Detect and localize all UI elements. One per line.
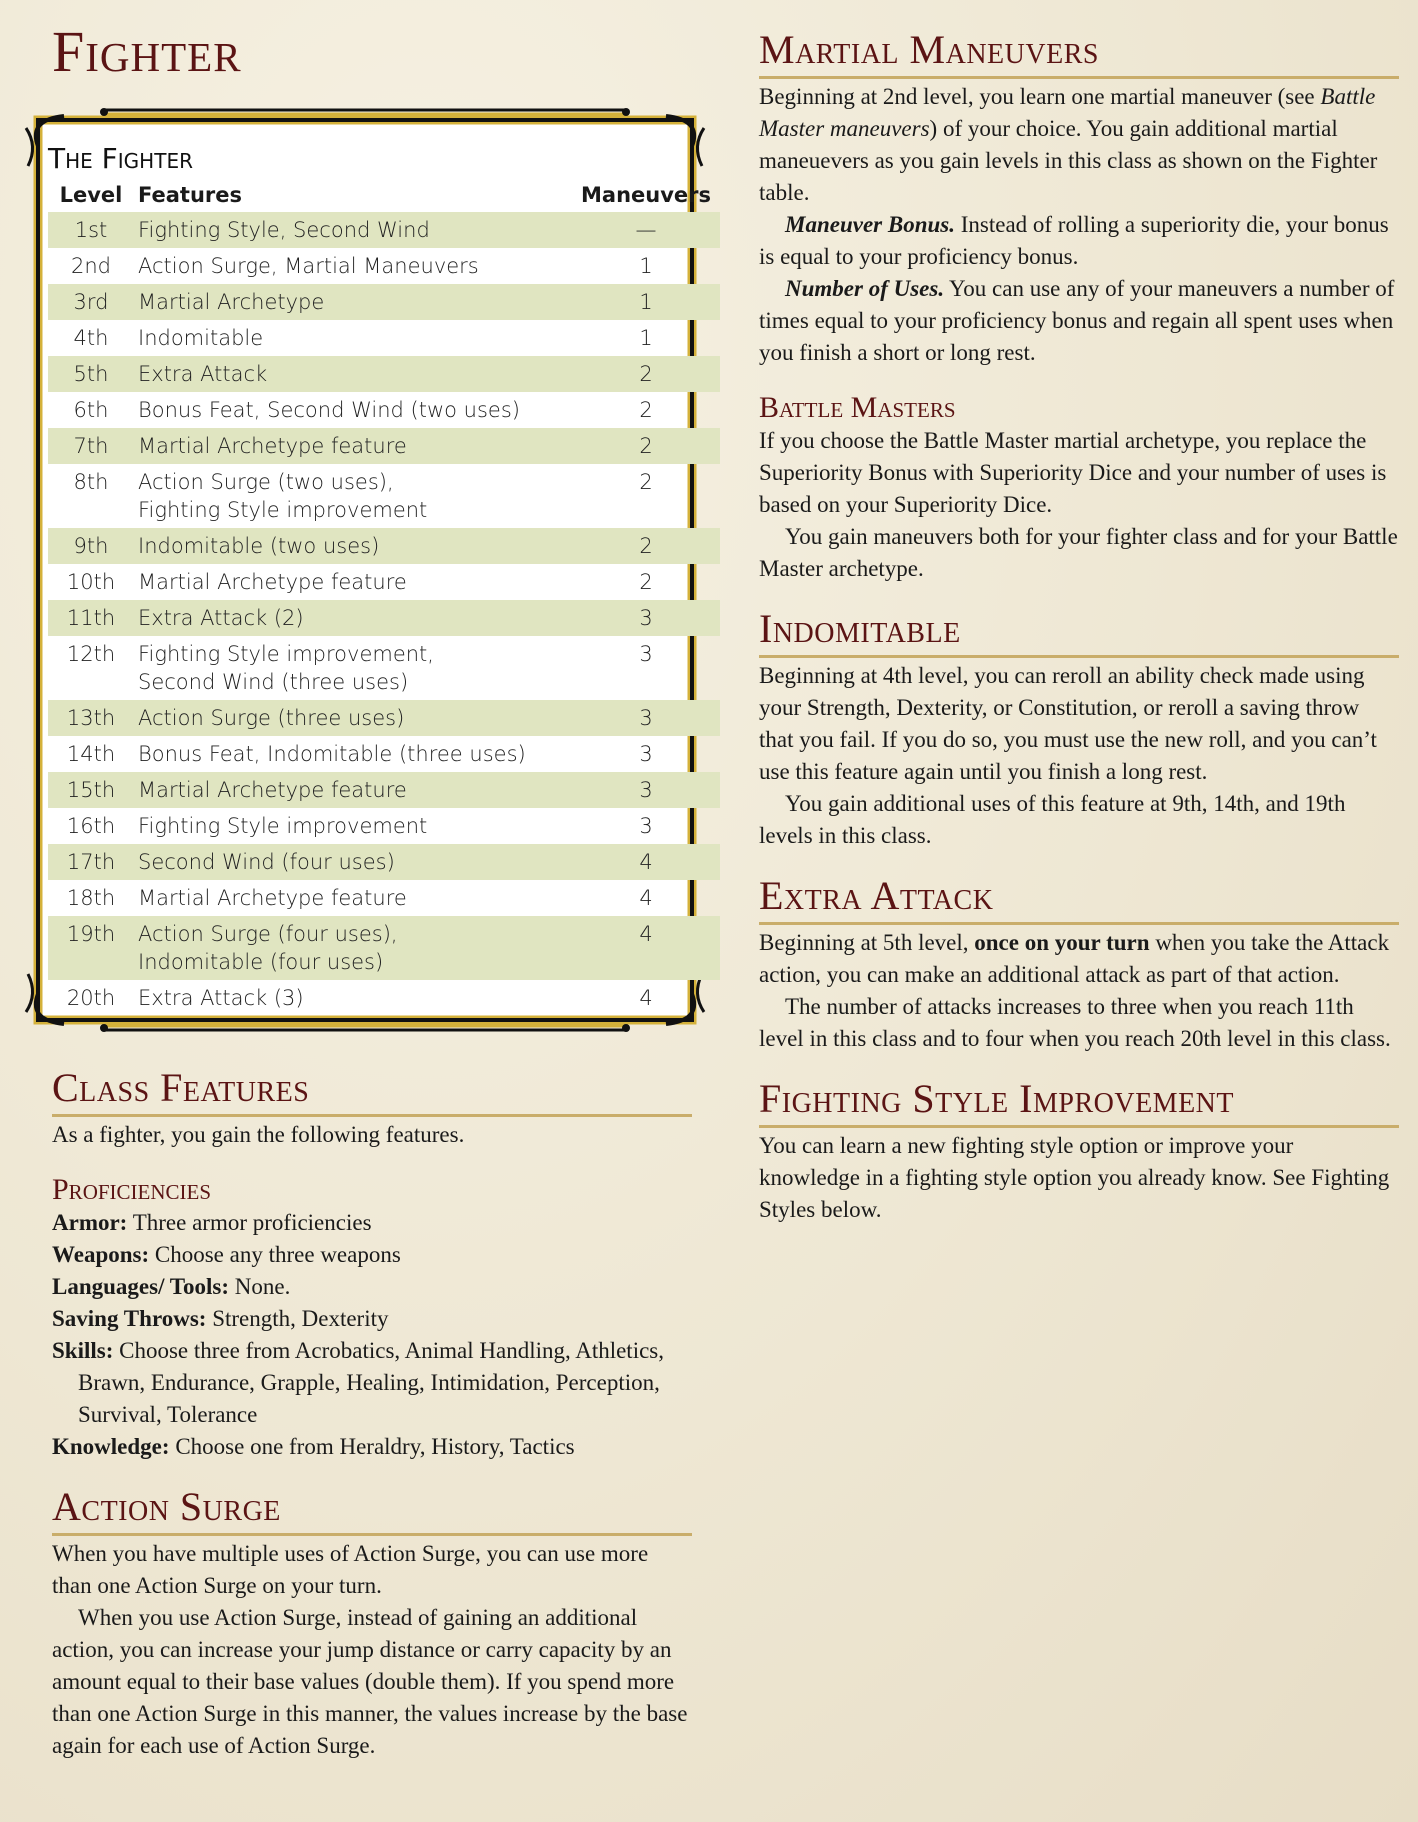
row-feature-line: Action Surge, Martial Maneuvers	[138, 254, 479, 278]
row-features	[134, 808, 572, 844]
prof-weapons-text: Choose any three weapons	[154, 1242, 401, 1267]
row-feature-line: Bonus Feat, Indomitable (three uses)	[138, 742, 526, 766]
header-maneuvers: Maneuvers	[581, 183, 711, 207]
header-level: Level	[59, 183, 123, 207]
row-features	[134, 212, 572, 248]
table-row	[48, 356, 720, 392]
row-features	[134, 980, 572, 1016]
table-row	[48, 528, 720, 564]
row-maneuvers: 2	[639, 398, 653, 422]
table-row	[48, 320, 720, 356]
row-maneuvers: 4	[639, 986, 653, 1010]
row-maneuvers: —	[572, 212, 720, 248]
row-feature-line: Second Wind (three uses)	[138, 670, 409, 694]
right-column	[759, 28, 1399, 1226]
table-row	[48, 844, 720, 880]
proficiencies-heading: Proficiencies	[52, 1173, 212, 1206]
row-feature-line: Indomitable	[138, 326, 264, 350]
prof-saving-throws	[52, 1303, 692, 1335]
row-features	[134, 916, 572, 980]
row-features	[134, 284, 572, 320]
table-row	[48, 808, 720, 844]
row-maneuvers: 3	[639, 814, 653, 838]
row-maneuvers: 3	[572, 700, 720, 736]
row-maneuvers: 4	[572, 844, 720, 880]
martial-maneuvers-heading: Martial Maneuvers	[759, 28, 1399, 79]
row-features	[134, 564, 572, 600]
row-level: 13th	[48, 700, 134, 736]
row-maneuvers: 2	[572, 428, 720, 464]
indomitable-heading: Indomitable	[759, 607, 1399, 658]
row-maneuvers: 1	[572, 284, 720, 320]
prof-skills	[52, 1335, 692, 1431]
action-surge-p1: When you have multiple uses of Action Surge, you can use more than one Action Surge on your turn.	[52, 1541, 649, 1598]
class-features-intro: As a fighter, you gain the following features.	[52, 1122, 465, 1147]
table-row	[48, 980, 720, 1016]
row-level: 17th	[48, 844, 134, 880]
action-surge-p2: When you use Action Surge, instead of gaining an additional action, you can increase your jump distance or carry capacity by an amount equal to their base values (double them). If you spend more than one Action Surge in this manner, the values increase by the base again for each use of Action Surge.	[52, 1605, 688, 1758]
table-row	[48, 564, 720, 600]
row-feature-line: Martial Archetype feature	[138, 778, 407, 802]
number-of-uses-label: Number of Uses.	[785, 276, 945, 301]
battle-masters-heading: Battle Masters	[759, 391, 956, 424]
row-maneuvers: 4	[639, 886, 653, 910]
maneuver-bonus-label: Maneuver Bonus.	[785, 212, 955, 237]
action-surge-heading: Action Surge	[52, 1485, 692, 1536]
row-features	[134, 844, 572, 880]
prof-saves-text: Strength, Dexterity	[212, 1306, 389, 1331]
row-feature-line: Fighting Style improvement	[138, 498, 428, 522]
row-level: 4th	[73, 326, 109, 350]
row-features	[134, 428, 572, 464]
ea-p1-a: Beginning at 5th level,	[759, 930, 975, 955]
extra-attack-p1	[759, 927, 1399, 991]
class-features-heading: Class Features	[52, 1066, 692, 1117]
table-row	[48, 212, 720, 248]
row-level: 5th	[48, 356, 134, 392]
row-level: 2nd	[70, 254, 111, 278]
ea-p1-b: when you take the Attack action, you can make an additional attack as part of that action.	[759, 930, 1390, 987]
row-features	[134, 392, 572, 428]
row-features	[134, 880, 572, 916]
page-title: Fighter	[52, 19, 242, 84]
row-features	[134, 636, 572, 700]
row-level: 19th	[48, 916, 134, 980]
class-table	[48, 136, 720, 1016]
table-row	[48, 880, 720, 916]
table-row	[48, 636, 720, 700]
table-row	[48, 600, 720, 636]
prof-languages-text: None.	[234, 1274, 291, 1299]
row-feature-line: Action Surge (three uses)	[138, 706, 405, 730]
ea-p1-bold: once on your turn	[974, 930, 1150, 955]
row-features	[134, 356, 572, 392]
row-features	[134, 464, 572, 528]
mm-p1-em: Battle Master maneuvers	[759, 84, 1376, 141]
row-feature-line: Second Wind (four uses)	[138, 850, 395, 874]
prof-armor	[52, 1207, 692, 1239]
table-row	[48, 736, 720, 772]
row-level: 18th	[66, 886, 116, 910]
row-maneuvers: 3	[572, 600, 720, 636]
row-feature-line: Bonus Feat, Second Wind (two uses)	[138, 398, 520, 422]
row-feature-line: Indomitable (two uses)	[138, 534, 380, 558]
extra-attack-heading: Extra Attack	[759, 874, 1399, 925]
prof-knowledge-text: Choose one from Heraldry, History, Tactics	[175, 1434, 575, 1459]
row-feature-line: Action Surge (two uses),	[138, 470, 394, 494]
row-feature-line: Martial Archetype	[138, 290, 325, 314]
row-features	[134, 772, 572, 808]
row-maneuvers: 2	[639, 570, 653, 594]
row-feature-line: Fighting Style improvement,	[138, 642, 434, 666]
row-level: 8th	[73, 470, 109, 494]
number-of-uses-paragraph	[759, 273, 1399, 369]
prof-armor-label: Armor:	[52, 1210, 128, 1235]
table-row	[48, 248, 720, 284]
row-level: 20th	[66, 986, 116, 1010]
table-row	[48, 772, 720, 808]
row-feature-line: Extra Attack (3)	[138, 986, 304, 1010]
prof-saves-label: Saving Throws:	[52, 1306, 207, 1331]
prof-armor-text: Three armor proficiencies	[132, 1210, 372, 1235]
row-feature-line: Martial Archetype feature	[138, 886, 407, 910]
row-level: 16th	[66, 814, 116, 838]
row-maneuvers: 1	[639, 254, 653, 278]
fighting-style-improvement-p1: You can learn a new fighting style option or improve your knowledge in a fighting style option you already know. See Fighting Styles below.	[759, 1133, 1390, 1222]
prof-weapons-label: Weapons:	[52, 1242, 150, 1267]
prof-languages	[52, 1271, 692, 1303]
row-feature-line: Extra Attack (2)	[138, 606, 304, 630]
maneuver-bonus-text: Instead of rolling a superiority die, your bonus is equal to your proficiency bonus.	[759, 212, 1389, 269]
prof-weapons	[52, 1239, 692, 1271]
row-maneuvers: 2	[639, 470, 653, 494]
row-level: 1st	[48, 212, 134, 248]
row-maneuvers: 1	[639, 326, 653, 350]
row-feature-line: Fighting Style improvement	[138, 814, 428, 838]
fighting-style-improvement-heading: Fighting Style Improvement	[759, 1077, 1399, 1128]
prof-skills-text: Choose three from Acrobatics, Animal Handling, Athletics, Brawn, Endurance, Grapple, Healing, Intimidation, Perception, Survival, Tolerance	[78, 1338, 664, 1427]
table-row	[48, 428, 720, 464]
row-level: 3rd	[48, 284, 134, 320]
row-features	[134, 320, 572, 356]
prof-knowledge-label: Knowledge:	[52, 1434, 170, 1459]
left-column-lower	[52, 1066, 692, 1762]
indomitable-p2: You gain additional uses of this feature at 9th, 14th, and 19th levels in this class.	[759, 791, 1346, 848]
prof-languages-label: Languages/ Tools:	[52, 1274, 230, 1299]
row-maneuvers: 2	[572, 528, 720, 564]
class-table-frame	[24, 106, 711, 1034]
indomitable-p1: Beginning at 4th level, you can reroll an ability check made using your Strength, Dexterity, or Constitution, or reroll a saving throw that you fail. If you do so, you must use the new roll, and you can’t use this feature again until you finish a long rest.	[759, 663, 1377, 784]
row-feature-line: Action Surge (four uses),	[138, 922, 398, 946]
prof-knowledge	[52, 1431, 692, 1463]
class-table-title: The Fighter	[48, 142, 193, 175]
row-level: 15th	[48, 772, 134, 808]
row-level: 12th	[66, 642, 116, 666]
table-row	[48, 284, 720, 320]
row-level: 7th	[48, 428, 134, 464]
row-feature-line: Indomitable (four uses)	[138, 950, 384, 974]
class-progression-table	[48, 178, 720, 1016]
row-maneuvers: 2	[572, 356, 720, 392]
row-features	[134, 248, 572, 284]
martial-maneuvers-p1	[759, 81, 1399, 209]
battle-masters-p1: If you choose the Battle Master martial archetype, you replace the Superiority Bonus with Superiority Dice and your number of uses is based on your Superiority Dice.	[759, 428, 1387, 517]
table-row	[48, 464, 720, 528]
row-features	[134, 700, 572, 736]
table-header-row	[48, 178, 720, 212]
battle-masters-p2: You gain maneuvers both for your fighter class and for your Battle Master archetype.	[759, 524, 1398, 581]
extra-attack-p2: The number of attacks increases to three when you reach 11th level in this class and to four when you reach 20th level in this class.	[759, 994, 1391, 1051]
row-features	[134, 736, 572, 772]
mm-p1-a: Beginning at 2nd level, you learn one martial maneuver (see	[759, 84, 1321, 109]
row-maneuvers: 3	[639, 642, 653, 666]
row-level: 6th	[73, 398, 109, 422]
row-level: 14th	[66, 742, 116, 766]
row-feature-line: Fighting Style, Second Wind	[138, 218, 430, 242]
number-of-uses-text: You can use any of your maneuvers a number of times equal to your proficiency bonus and regain all spent uses when you finish a short or long rest.	[759, 276, 1395, 365]
maneuver-bonus-paragraph	[759, 209, 1399, 273]
row-level: 9th	[48, 528, 134, 564]
row-level: 10th	[66, 570, 116, 594]
mm-p1-b: ) of your choice. You gain additional martial maneuevers as you gain levels in this class as shown on the Fighter table.	[759, 116, 1378, 205]
row-feature-line: Extra Attack	[138, 362, 268, 386]
table-row	[48, 392, 720, 428]
row-features	[134, 600, 572, 636]
row-features	[134, 528, 572, 564]
table-row	[48, 916, 720, 980]
row-maneuvers: 3	[572, 772, 720, 808]
header-features: Features	[138, 183, 242, 207]
row-maneuvers: 4	[572, 916, 720, 980]
row-maneuvers: 3	[639, 742, 653, 766]
row-feature-line: Martial Archetype feature	[138, 570, 407, 594]
prof-skills-label: Skills:	[52, 1338, 114, 1363]
class-table-body	[48, 212, 720, 1016]
table-row	[48, 700, 720, 736]
row-feature-line: Martial Archetype feature	[138, 434, 407, 458]
row-level: 11th	[48, 600, 134, 636]
